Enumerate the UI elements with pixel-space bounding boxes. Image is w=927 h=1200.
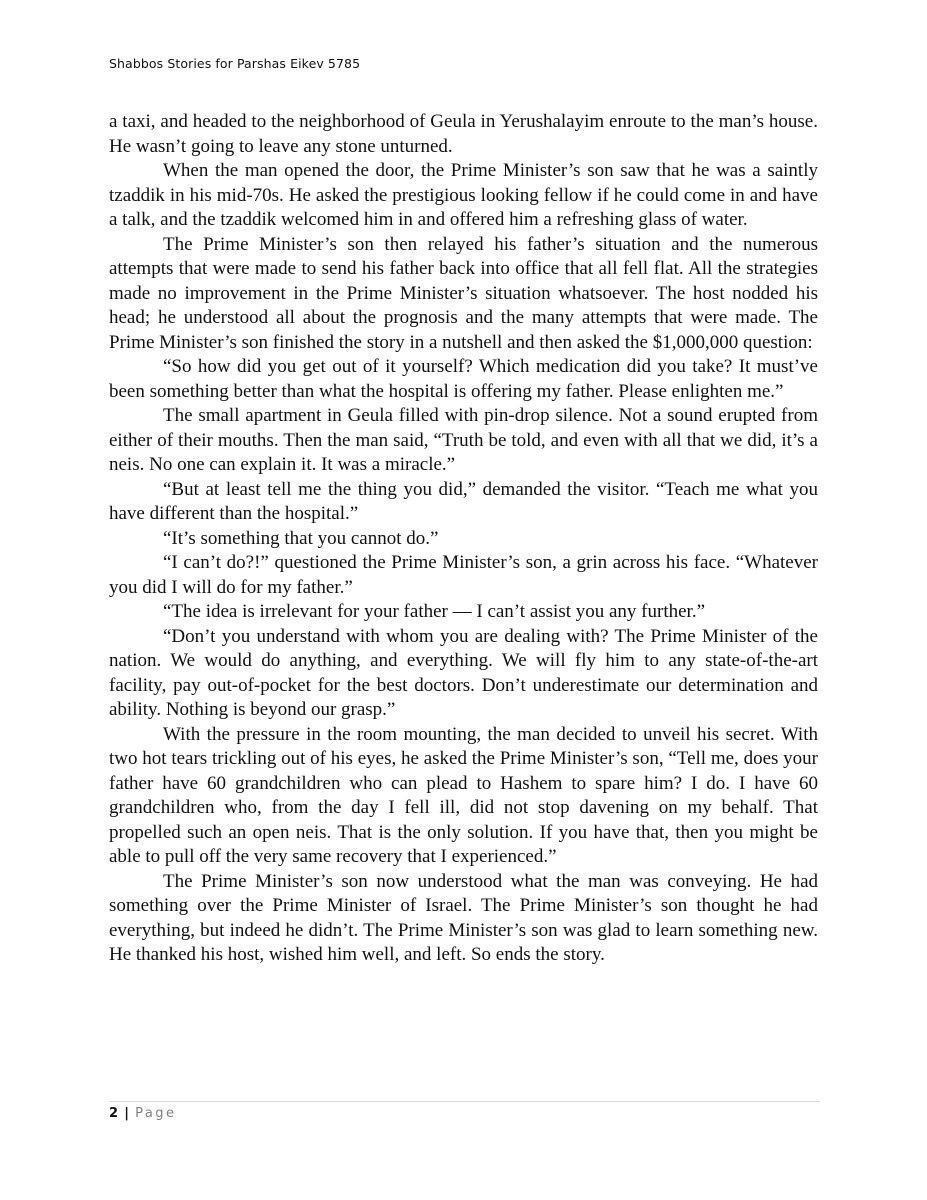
paragraph: “But at least tell me the thing you did,” demanded the visitor. “Teach me what you have different than the hospital.” (109, 478, 818, 524)
paragraph: “I can’t do?!” questioned the Prime Minister’s son, a grin across his face. “Whatever you did I will do for my father.” (109, 552, 818, 598)
footer-divider (109, 1101, 820, 1102)
paragraph: “Don’t you understand with whom you are dealing with? The Prime Minister of the nation. We would do anything, and everything. We will fly him to any state-of-the-art facility, pay out-of-pocket for the best doctors. Don’t underestimate our determination and ability. Nothing is beyond our grasp.” (109, 625, 818, 720)
paragraph: “The idea is irrelevant for your father — I can’t assist you any further.” (163, 601, 706, 622)
paragraph: With the pressure in the room mounting, the man decided to unveil his secret. With two hot tears trickling out of his eyes, he asked the Prime Minister’s son, “Tell me, does your father have 60 grandchildren who can plead to Hashem to spare him? I do. I have 60 grandchildren who, from the day I fell ill, did not stop davening on my behalf. That propelled such an open neis. That is the only solution. If you have that, then you might be able to pull off the very same recovery that I experienced.” (109, 723, 818, 867)
paragraph: When the man opened the door, the Prime Minister’s son saw that he was a saintly tzaddik in his mid-70s. He asked the prestigious looking fellow if he could come in and have a talk, and the tzaddik welcomed him in and offered him a refreshing glass of water. (109, 160, 818, 230)
page-label: Page (135, 1106, 177, 1121)
body-text (109, 110, 818, 968)
paragraph: “So how did you get out of it yourself? Which medication did you take? It must’ve been something better than what the hospital is offering my father. Please enlighten me.” (109, 356, 818, 402)
paragraph: The small apartment in Geula filled with pin-drop silence. Not a sound erupted from either of their mouths. Then the man said, “Truth be told, and even with all that we did, it’s a neis. No one can explain it. It was a miracle.” (109, 405, 818, 475)
running-header: Shabbos Stories for Parshas Eikev 5785 (109, 56, 361, 71)
paragraph: The Prime Minister’s son then relayed his father’s situation and the numerous attempts that were made to send his father back into office that all fell flat. All the strategies made no improvement in the Prime Minister’s situation whatsoever. The host nodded his head; he understood all about the prognosis and the many attempts that were made. The Prime Minister’s son finished the story in a nutshell and then asked the $1,000,000 question: (109, 233, 818, 353)
paragraph: “It’s something that you cannot do.” (163, 527, 439, 549)
paragraph: a taxi, and headed to the neighborhood of Geula in Yerushalayim enroute to the man’s house. He wasn’t going to leave any stone unturned. (109, 111, 818, 157)
page-footer (109, 1106, 177, 1121)
paragraph: The Prime Minister’s son now understood what the man was conveying. He had something over the Prime Minister of Israel. The Prime Minister’s son thought he had everything, but indeed he didn’t. The Prime Minister’s son was glad to learn something new. He thanked his host, wished him well, and left. So ends the story. (109, 870, 818, 965)
page-number: 2 (109, 1106, 119, 1121)
footer-separator: | (124, 1106, 129, 1121)
